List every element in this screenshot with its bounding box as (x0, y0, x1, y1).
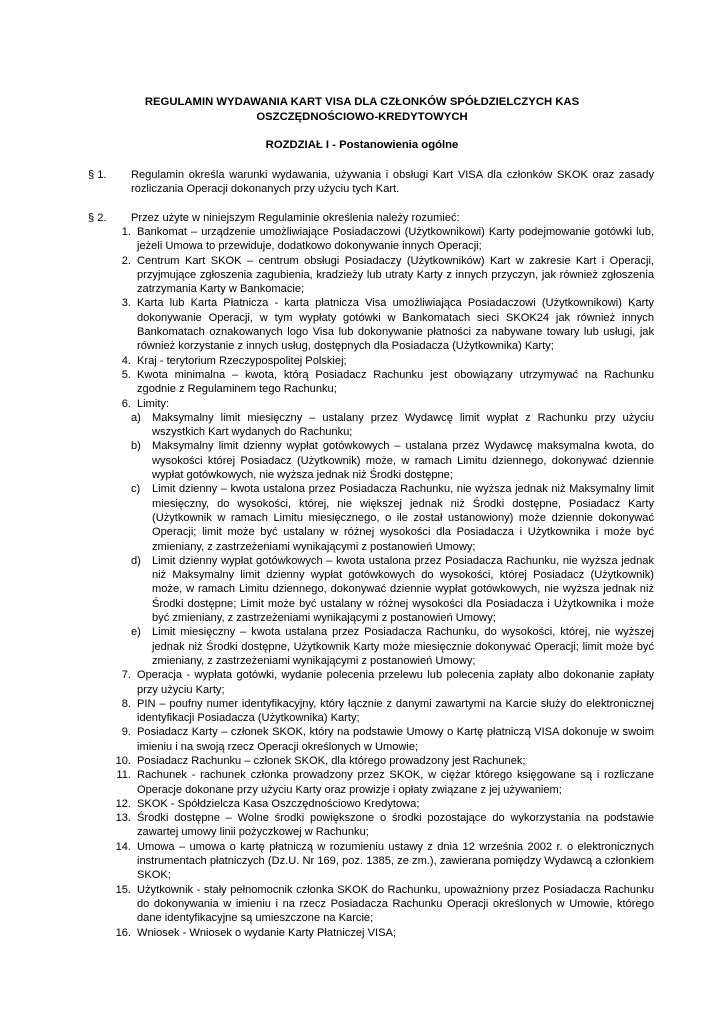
list-item-text: Wniosek - Wniosek o wydanie Karty Płatniczej VISA; (137, 926, 396, 939)
list-item-number: 9. (121, 726, 131, 739)
limits-sublist (100, 411, 654, 668)
sublist-item (131, 439, 654, 482)
sublist-item (131, 482, 654, 553)
paragraph-2-intro: Przez użyte w niniejszym Regulaminie określenia należy rozumieć: (131, 212, 460, 224)
list-item (100, 354, 654, 368)
list-item-text: Limity: (137, 397, 170, 410)
list-item-text: Środki dostępne – Wolne środki powiększone o środki pozostające do wykorzystania na podstawie zawartej umowy linii pożyczkowej w Rachunku; (137, 812, 654, 839)
list-item-text: Kraj - terytorium Rzeczypospolitej Polskiej; (137, 354, 347, 367)
list-item-text: Posiadacz Rachunku – członek SKOK, dla którego prowadzony jest Rachunek; (137, 754, 526, 767)
sublist-item-text: Limit dzienny – kwota ustalona przez Posiadacza Rachunku, nie wyższa jednak niż Maksymalny limit miesięczny, do wysokości, której, nie większej jednak niż Środki dostępne, Posiadacz Karty (Użytkownik w ramach Limitu miesięcznego, o ile został ustanowiony) może dziennie dokonywać Operacji; limit może być ustalany w różnej wysokości dla Posiadacza i Użytkownika i może być zmieniany, z zastrzeżeniami wynikającymi z postanowień Umowy; (152, 483, 654, 553)
sublist-item-text: Maksymalny limit miesięczny – ustalany przez Wydawcę limit wypłat z Rachunku przy użyciu wszystkich Kart wydanych do Rachunku; (152, 411, 654, 439)
list-item-number: 2. (121, 254, 131, 267)
list-item-number: 3. (121, 297, 131, 310)
list-item (100, 754, 654, 768)
list-item-text: Operacja - wypłata gotówki, wydanie polecenia przelewu lub polecenia zapłaty albo dokonanie zapłaty przy użyciu Karty; (137, 669, 654, 696)
sublist-item-letter: b) (131, 440, 141, 453)
paragraph-1-text: Regulamin określa warunki wydawania, używania i obsługi Kart VISA dla członków SKOK oraz zasady rozliczania Operacji dokonanych przy użyciu tych Kart. (131, 169, 654, 196)
list-item-number: 11. (116, 769, 131, 782)
sublist-item-text: Limit miesięczny – kwota ustalana przez Posiadacza Rachunku, do wysokości, której, nie wyższej jednak niż Środki dostępne, Użytkownik Karty może miesięcznie dokonywać Operacji; limit może być zmieniany, z zastrzeżeniami wynikającymi z postanowień Umowy; (152, 626, 654, 667)
list-item-number: 5. (121, 368, 131, 381)
list-item (100, 811, 654, 840)
list-item (100, 225, 654, 254)
list-item-text: Rachunek - rachunek członka prowadzony przez SKOK, w ciężar którego księgowane są i rozliczane Operacje dokonane przy użyciu Karty oraz prowizje i opłaty związane z jej używaniem; (137, 769, 654, 796)
list-item (100, 926, 654, 940)
list-item-text: Kwota minimalna – kwota, którą Posiadacz Rachunku jest obowiązany utrzymywać na Rachunku zgodnie z Regulaminem tego Rachunku; (137, 368, 654, 396)
list-item-number: 7. (121, 669, 131, 682)
list-item-number: 6. (121, 397, 131, 410)
sublist-item-letter: a) (131, 411, 141, 424)
list-item-text: PIN – poufny numer identyfikacyjny, który łącznie z danymi zawartymi na Karcie służy do elektronicznej identyfikacji Posiadacza (Użytkownika) Karty; (137, 697, 654, 725)
paragraph-2-number: § 2. (88, 212, 107, 224)
list-item (100, 368, 654, 397)
list-item (100, 725, 654, 754)
list-item (100, 697, 654, 726)
list-item-text: Karta lub Karta Płatnicza - karta płatnicza Visa umożliwiająca Posiadaczowi (Użytkownikowi) Karty dokonywanie Operacji, w tym wypłaty gotówki w Bankomatach sieci SKOK24 jak również innych Bankomatach oznakowanych logo Visa lub dokonywanie płatności za nabywane towary lub usługi, jak również korzystanie z innych usług, dostępnych dla Posiadacza (Użytkownika) Karty; (137, 297, 654, 353)
list-item-number: 14. (115, 840, 131, 853)
sublist-item-letter: d) (131, 554, 141, 567)
sublist-item-letter: e) (131, 626, 141, 639)
list-item (100, 840, 654, 883)
paragraph-1-number: § 1. (88, 169, 107, 181)
list-item (100, 883, 654, 926)
list-item-number: 15. (115, 883, 131, 896)
list-item-number: 13. (115, 812, 131, 825)
list-item-number: 1. (121, 226, 131, 238)
list-item-number: 12. (115, 797, 131, 810)
list-item (100, 296, 654, 353)
document-title (70, 95, 654, 124)
list-item-number: 16. (115, 926, 131, 939)
list-item-text: Umowa – umowa o kartę płatniczą w rozumieniu ustawy z dnia 12 września 2002 r. o elektronicznych instrumentach płatniczych (Dz.U. Nr 169, poz. 1385, ze zm.), zawierana pomiędzy Wydawcą a członkiem SKOK; (137, 840, 654, 882)
title-line-2: OSZCZĘDNOŚCIOWO-KREDYTOWYCH (256, 110, 468, 123)
list-item (100, 768, 654, 797)
list-item-text: Posiadacz Karty – członek SKOK, który na podstawie Umowy o Kartę płatniczą VISA dokonuje w swoim imieniu i na swoją rzecz Operacji określonych w Umowie; (137, 726, 654, 753)
list-item-text: SKOK - Spółdzielcza Kasa Oszczędnościowo Kredytowa; (137, 797, 420, 810)
title-line-1: REGULAMIN WYDAWANIA KART VISA DLA CZŁONKÓW SPÓŁDZIELCZYCH KAS (144, 96, 580, 108)
sublist-item-text: Maksymalny limit dzienny wypłat gotówkowych – ustalana przez Wydawcę maksymalna kwota, do wysokości której Posiadacz (Użytkownik) może, w ramach Limitu dziennego, dokonywać dziennie wypłat gotówkowych, nie wyższa jednak niż Środki dostępne; (152, 440, 654, 482)
list-item (100, 254, 654, 297)
list-item-text: Bankomat – urządzenie umożliwiające Posiadaczowi (Użytkownikowi) Karty podejmowanie gotówki lub, jeżeli Umowa to przewiduje, dodatkowo dokonywanie innych Operacji; (137, 226, 654, 253)
sublist-item (131, 625, 654, 668)
list-item-number: 8. (121, 697, 131, 710)
sublist-item (131, 411, 654, 440)
list-item-text: Użytkownik - stały pełnomocnik członka SKOK do Rachunku, upoważniony przez Posiadacza Rachunku do dokonywania w imieniu i na rzecz Posiadacza Rachunku Operacji określonych w Umowie, którego dane identyfikacyjne są umieszczone na Karcie; (137, 883, 654, 925)
list-item (100, 397, 654, 411)
list-item-number: 4. (121, 354, 131, 367)
definitions-list (100, 225, 654, 940)
list-item-text: Centrum Kart SKOK – centrum obsługi Posiadaczy (Użytkowników) Kart w zakresie Kart i Operacji, przyjmujące zgłoszenia zagubienia, kradzieży lub utraty Karty z innych przyczyn, jak również zgłoszenia zatrzymania Karty w Bankomacie; (137, 254, 654, 296)
list-item (100, 797, 654, 811)
chapter-heading: ROZDZIAŁ I - Postanowienia ogólne (265, 139, 459, 151)
list-item-number: 10. (115, 754, 131, 767)
sublist-item (131, 554, 654, 625)
list-item (100, 668, 654, 697)
sublist-item-text: Limit dzienny wypłat gotówkowych – kwota ustalona przez Posiadacza Rachunku, nie wyższa jednak niż Maksymalny limit dzienny wypłat gotówkowych do wysokości, której Posiadacz (Użytkownik) może, w ramach Limitu dziennego, dokonywać dziennie wypłat gotówkowych, nie wyższa jednak niż Środki dostępne; Limit może być ustalany w różnej wysokości dla Posiadacza i Użytkownika i może być zmieniany, z zastrzeżeniami wynikającymi z postanowień Umowy; (152, 554, 654, 625)
sublist-item-letter: c) (131, 483, 141, 496)
